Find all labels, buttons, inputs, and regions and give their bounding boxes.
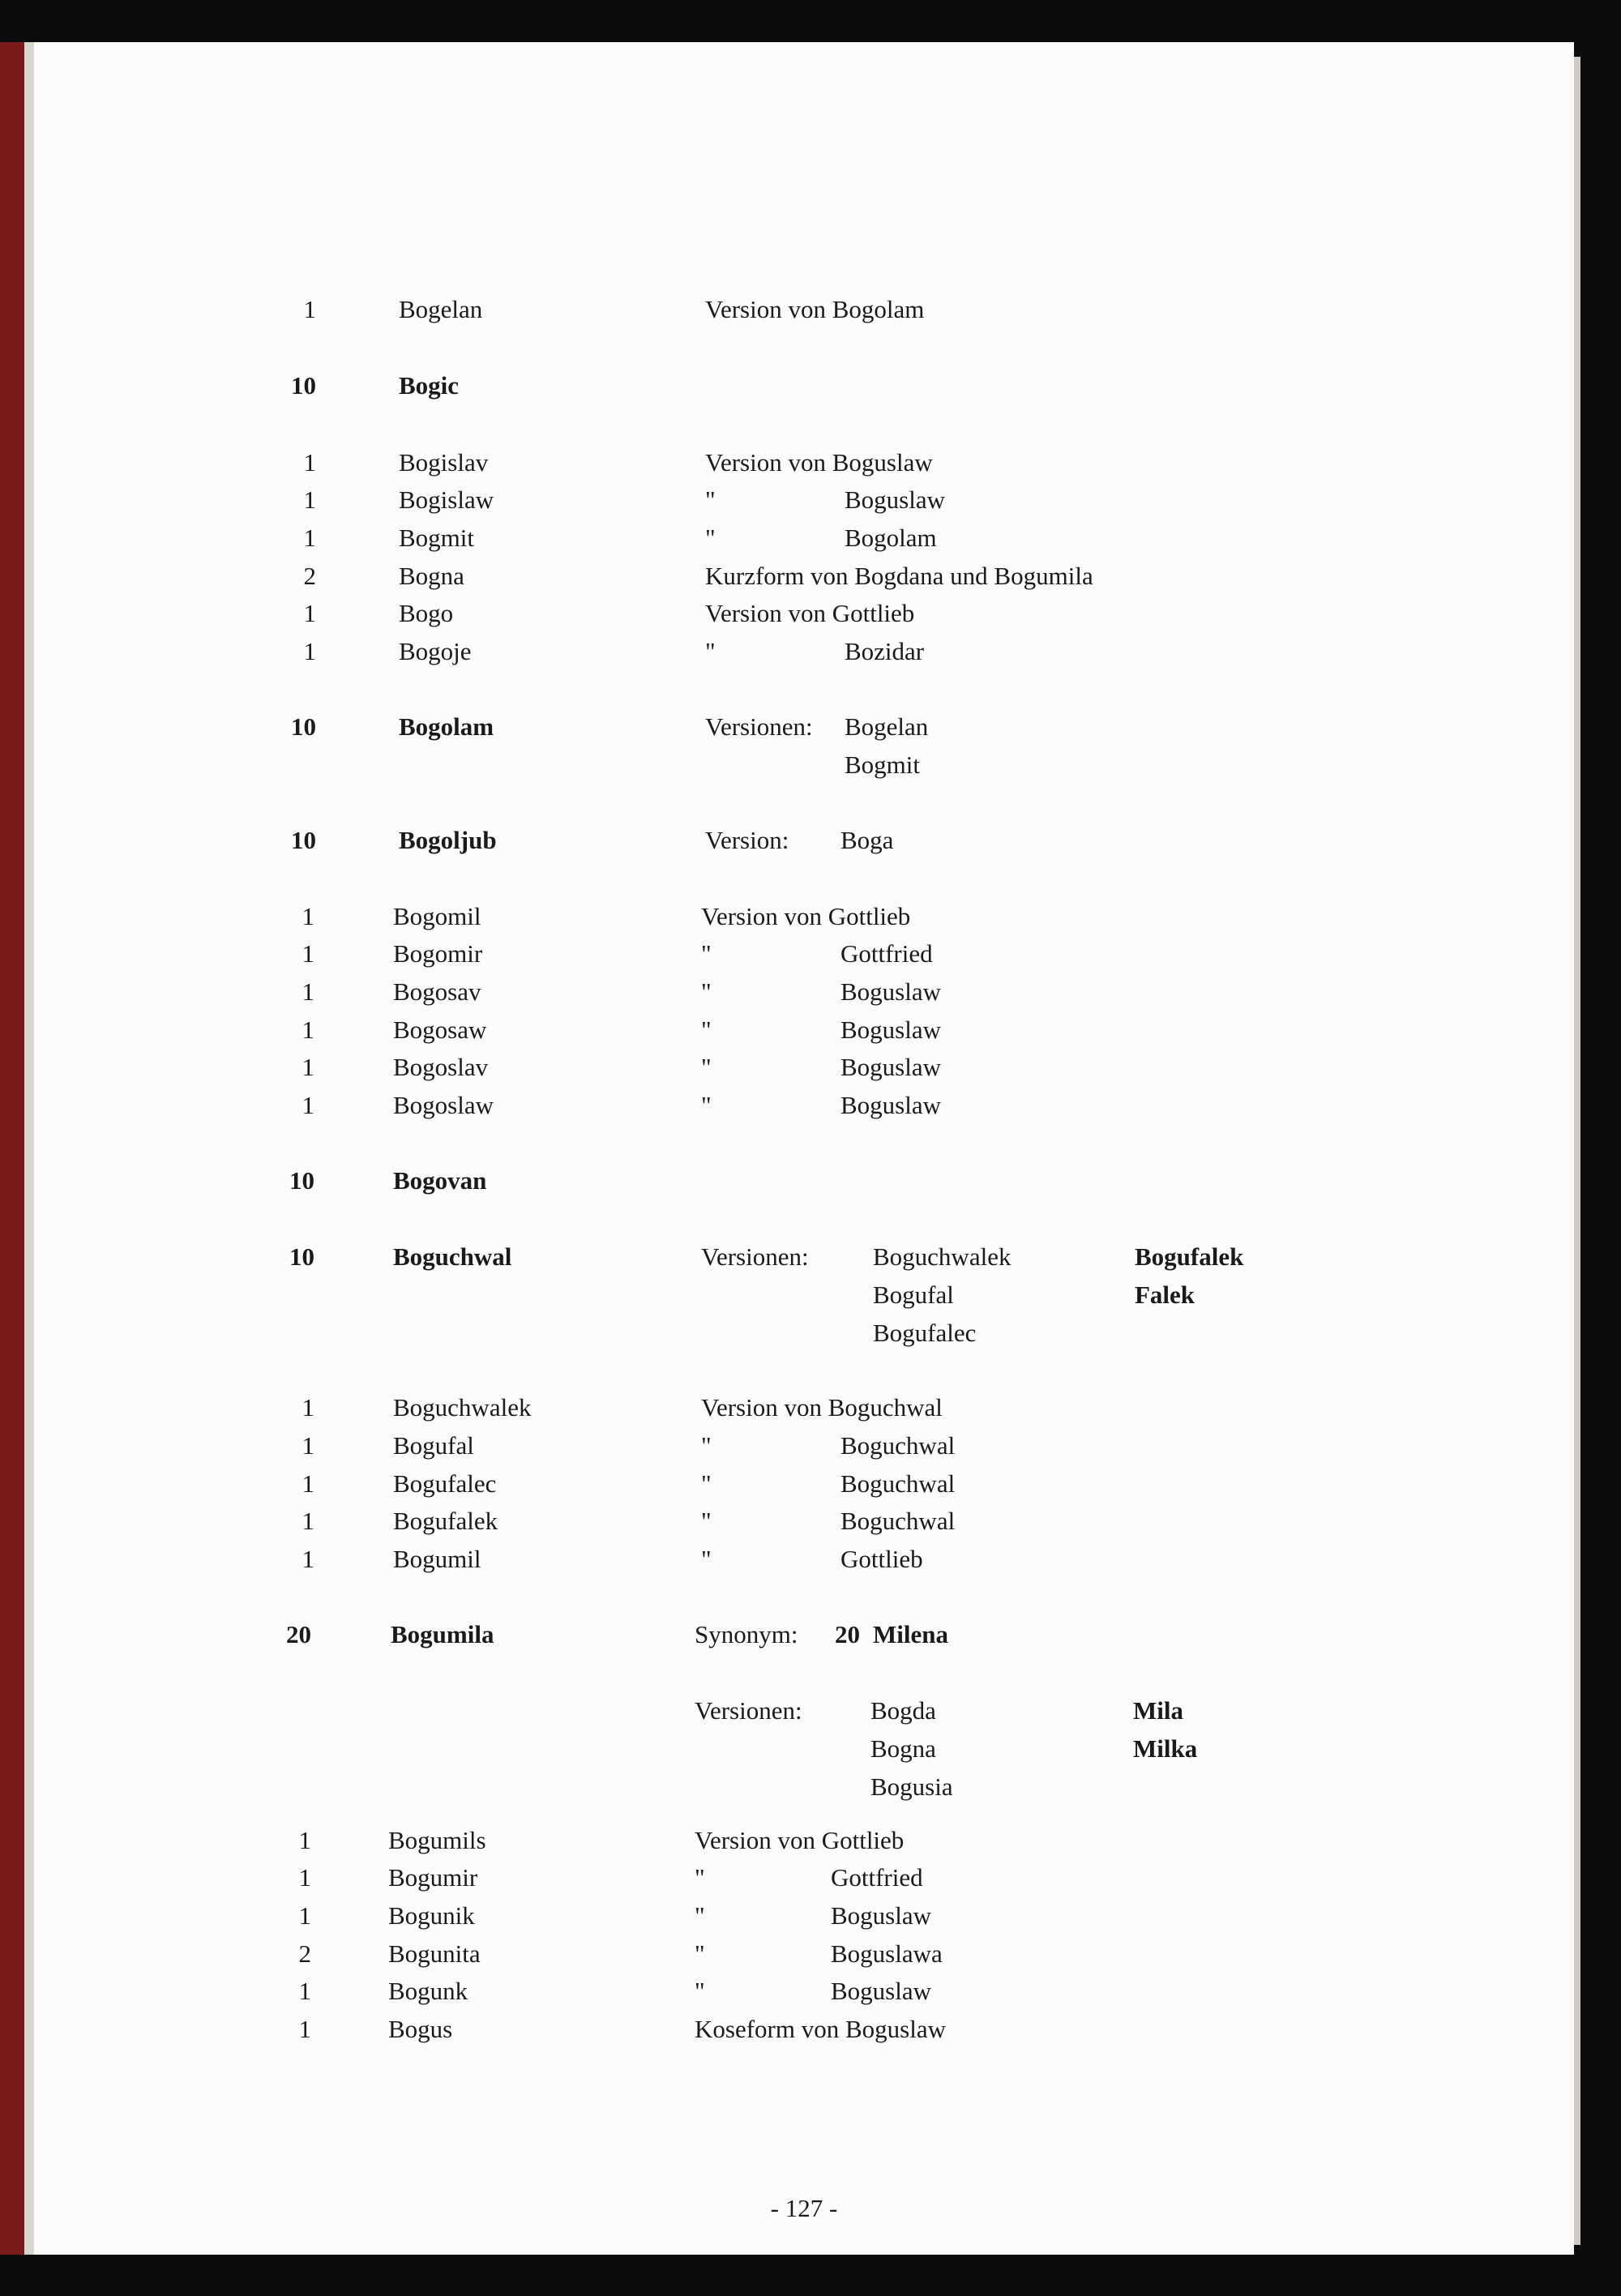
name-text: Bogus [388,2015,453,2043]
frequency-number: 1 [303,524,316,552]
description-label: Version von Gottlieb [695,1826,905,1854]
name-text: Bogomil [393,902,481,930]
frequency-number: 1 [302,1393,314,1422]
name-entry [34,290,1574,328]
name-entry [34,1161,1574,1199]
reference-name: Boguslaw [840,1053,941,1081]
name-entry [34,1858,1574,1896]
reference-name: Bogolam [845,524,937,552]
description-label: Kurzform von Bogdana und Bogumila [705,562,1093,590]
description-label: Version: [705,826,789,854]
name-entry [34,973,1574,1011]
description-label: " [695,1939,705,1968]
name-entry [34,594,1574,632]
name-text: Bogic [399,371,460,400]
reference-name: Bozidar [845,637,925,665]
frequency-number: 1 [303,448,316,477]
frequency-number: 1 [303,295,316,323]
name-text: Bogumils [388,1826,486,1854]
book-spine-edge [0,42,34,2255]
name-text: Bogna [399,562,464,590]
reference-name: Boga [840,826,894,854]
name-text: Bogufalek [393,1507,498,1535]
frequency-number: 10 [289,1242,314,1271]
description-label: " [701,1507,712,1535]
name-text: Boguchwalek [393,1393,532,1422]
name-text: Bogumir [388,1863,478,1892]
variant-name-extra: Mila [1133,1696,1183,1725]
name-text: Bogolam [399,712,494,741]
frequency-number: 1 [303,599,316,627]
frequency-number: 1 [302,1469,314,1498]
frequency-number: 20 [286,1620,311,1648]
frequency-number: 10 [291,712,316,741]
name-entry [34,1048,1574,1086]
name-entry [34,1388,1574,1426]
name-entry [34,1011,1574,1049]
name-entry [34,1896,1574,1935]
page-edge [1574,57,1580,2245]
description-label: " [695,1901,705,1930]
name-text: Bogunita [388,1939,481,1968]
variant-name: Boguchwalek [873,1242,1012,1271]
description-label: " [701,939,712,968]
reference-name: Boguslaw [831,1901,931,1930]
frequency-number: 1 [302,1431,314,1460]
variant-name: Bogusia [870,1772,953,1801]
name-entry [34,1426,1574,1464]
description-label: " [701,977,712,1006]
reference-name: Boguchwal [840,1431,956,1460]
description-label: Versionen: [705,712,813,741]
name-text: Bogislav [399,448,489,477]
reference-name: Boguslaw [840,977,941,1006]
name-text: Bogelan [399,295,483,323]
frequency-number: 1 [302,1015,314,1044]
description-label: Version von Gottlieb [705,599,915,627]
frequency-number: 1 [302,902,314,930]
variant-name-extra: Milka [1133,1734,1198,1763]
name-text: Bogunk [388,1977,468,2005]
reference-name: Gottfried [840,939,933,968]
description-label: Synonym: [695,1620,798,1648]
frequency-number: 2 [298,1939,311,1968]
reference-name: Boguslaw [840,1091,941,1119]
name-text: Bogovan [393,1166,487,1195]
description-label: Koseform von Boguslaw [695,2015,946,2043]
reference-name: Boguslaw [845,485,945,514]
name-entry [34,632,1574,670]
frequency-number: 1 [298,1977,311,2005]
name-text: Boguchwal [393,1242,512,1271]
frequency-number: 1 [298,2015,311,2043]
frequency-number: 1 [302,939,314,968]
description-label: " [701,1431,712,1460]
name-text: Bogunik [388,1901,475,1930]
description-label: " [701,1545,712,1573]
name-text: Bogoje [399,637,472,665]
name-entry [34,481,1574,519]
variant-name-extra: Bogufalek [1135,1242,1244,1271]
frequency-number: 10 [291,371,316,400]
name-entry [34,708,1574,779]
name-entry [34,1086,1574,1124]
frequency-number: 1 [302,1091,314,1119]
name-entry [34,1540,1574,1578]
reference-name: Boguchwal [840,1507,956,1535]
reference-name: Boguslaw [831,1977,931,2005]
name-entry [34,1464,1574,1503]
name-text: Bogumil [393,1545,481,1573]
variant-name: Bogufal [873,1281,954,1309]
description-label: " [705,637,716,665]
name-entry [34,1615,1574,1653]
description-label: " [701,1091,712,1119]
description-label: Versionen: [701,1242,809,1271]
name-text: Bogoslaw [393,1091,494,1119]
description-label: " [695,1977,705,2005]
description-label: " [705,524,716,552]
frequency-number: 1 [303,637,316,665]
name-text: Bogosav [393,977,481,1006]
synonym-number: 20 [835,1620,860,1648]
frequency-number: 1 [303,485,316,514]
name-entry [34,1821,1574,1859]
description-label: " [701,1015,712,1044]
variant-name: Bogmit [845,750,921,779]
name-text: Bogmit [399,524,475,552]
frequency-number: 10 [291,826,316,854]
variant-name: Bogufalec [873,1319,977,1347]
frequency-number: 1 [298,1863,311,1892]
description-label: " [701,1469,712,1498]
description-label: Version von Boguchwal [701,1393,943,1422]
description-label: " [705,485,716,514]
frequency-number: 1 [302,1507,314,1535]
name-text: Bogumila [391,1620,494,1648]
name-entry [34,519,1574,557]
name-entry [34,1238,1574,1347]
name-text: Bogosaw [393,1015,487,1044]
name-text: Bogufalec [393,1469,497,1498]
book-page [34,42,1574,2255]
frequency-number: 2 [303,562,316,590]
name-text: Bogoljub [399,826,497,854]
reference-name: Gottlieb [840,1545,923,1573]
reference-name: Boguchwal [840,1469,956,1498]
name-entry [34,1691,1574,1801]
frequency-number: 1 [298,1826,311,1854]
name-entry [34,821,1574,859]
name-text: Bogomir [393,939,483,968]
name-entry [34,1502,1574,1540]
description-label: " [701,1053,712,1081]
name-text: Bogufal [393,1431,474,1460]
name-entry [34,897,1574,935]
reference-name: Boguslaw [840,1015,941,1044]
synonym-name: Milena [873,1620,948,1648]
variant-name: Bogna [870,1734,936,1763]
name-entry [34,2010,1574,2048]
name-text: Bogoslav [393,1053,489,1081]
description-label: " [695,1863,705,1892]
name-entry [34,366,1574,404]
frequency-number: 1 [298,1901,311,1930]
description-label: Version von Bogolam [705,295,925,323]
name-entry [34,1972,1574,2010]
frequency-number: 1 [302,1545,314,1573]
reference-name: Boguslawa [831,1939,943,1968]
page-number: - 127 - [770,2194,838,2222]
frequency-number: 10 [289,1166,314,1195]
name-entry [34,1935,1574,1973]
variant-name: Bogda [870,1696,936,1725]
name-text: Bogislaw [399,485,494,514]
description-label: Version von Boguslaw [705,448,933,477]
frequency-number: 1 [302,1053,314,1081]
reference-name: Gottfried [831,1863,923,1892]
description-label: Version von Gottlieb [701,902,911,930]
variant-name-extra: Falek [1135,1281,1195,1309]
variant-name: Bogelan [845,712,929,741]
name-entry [34,557,1574,595]
description-label: Versionen: [695,1696,802,1725]
name-text: Bogo [399,599,454,627]
name-entry [34,443,1574,481]
frequency-number: 1 [302,977,314,1006]
name-entry [34,934,1574,973]
